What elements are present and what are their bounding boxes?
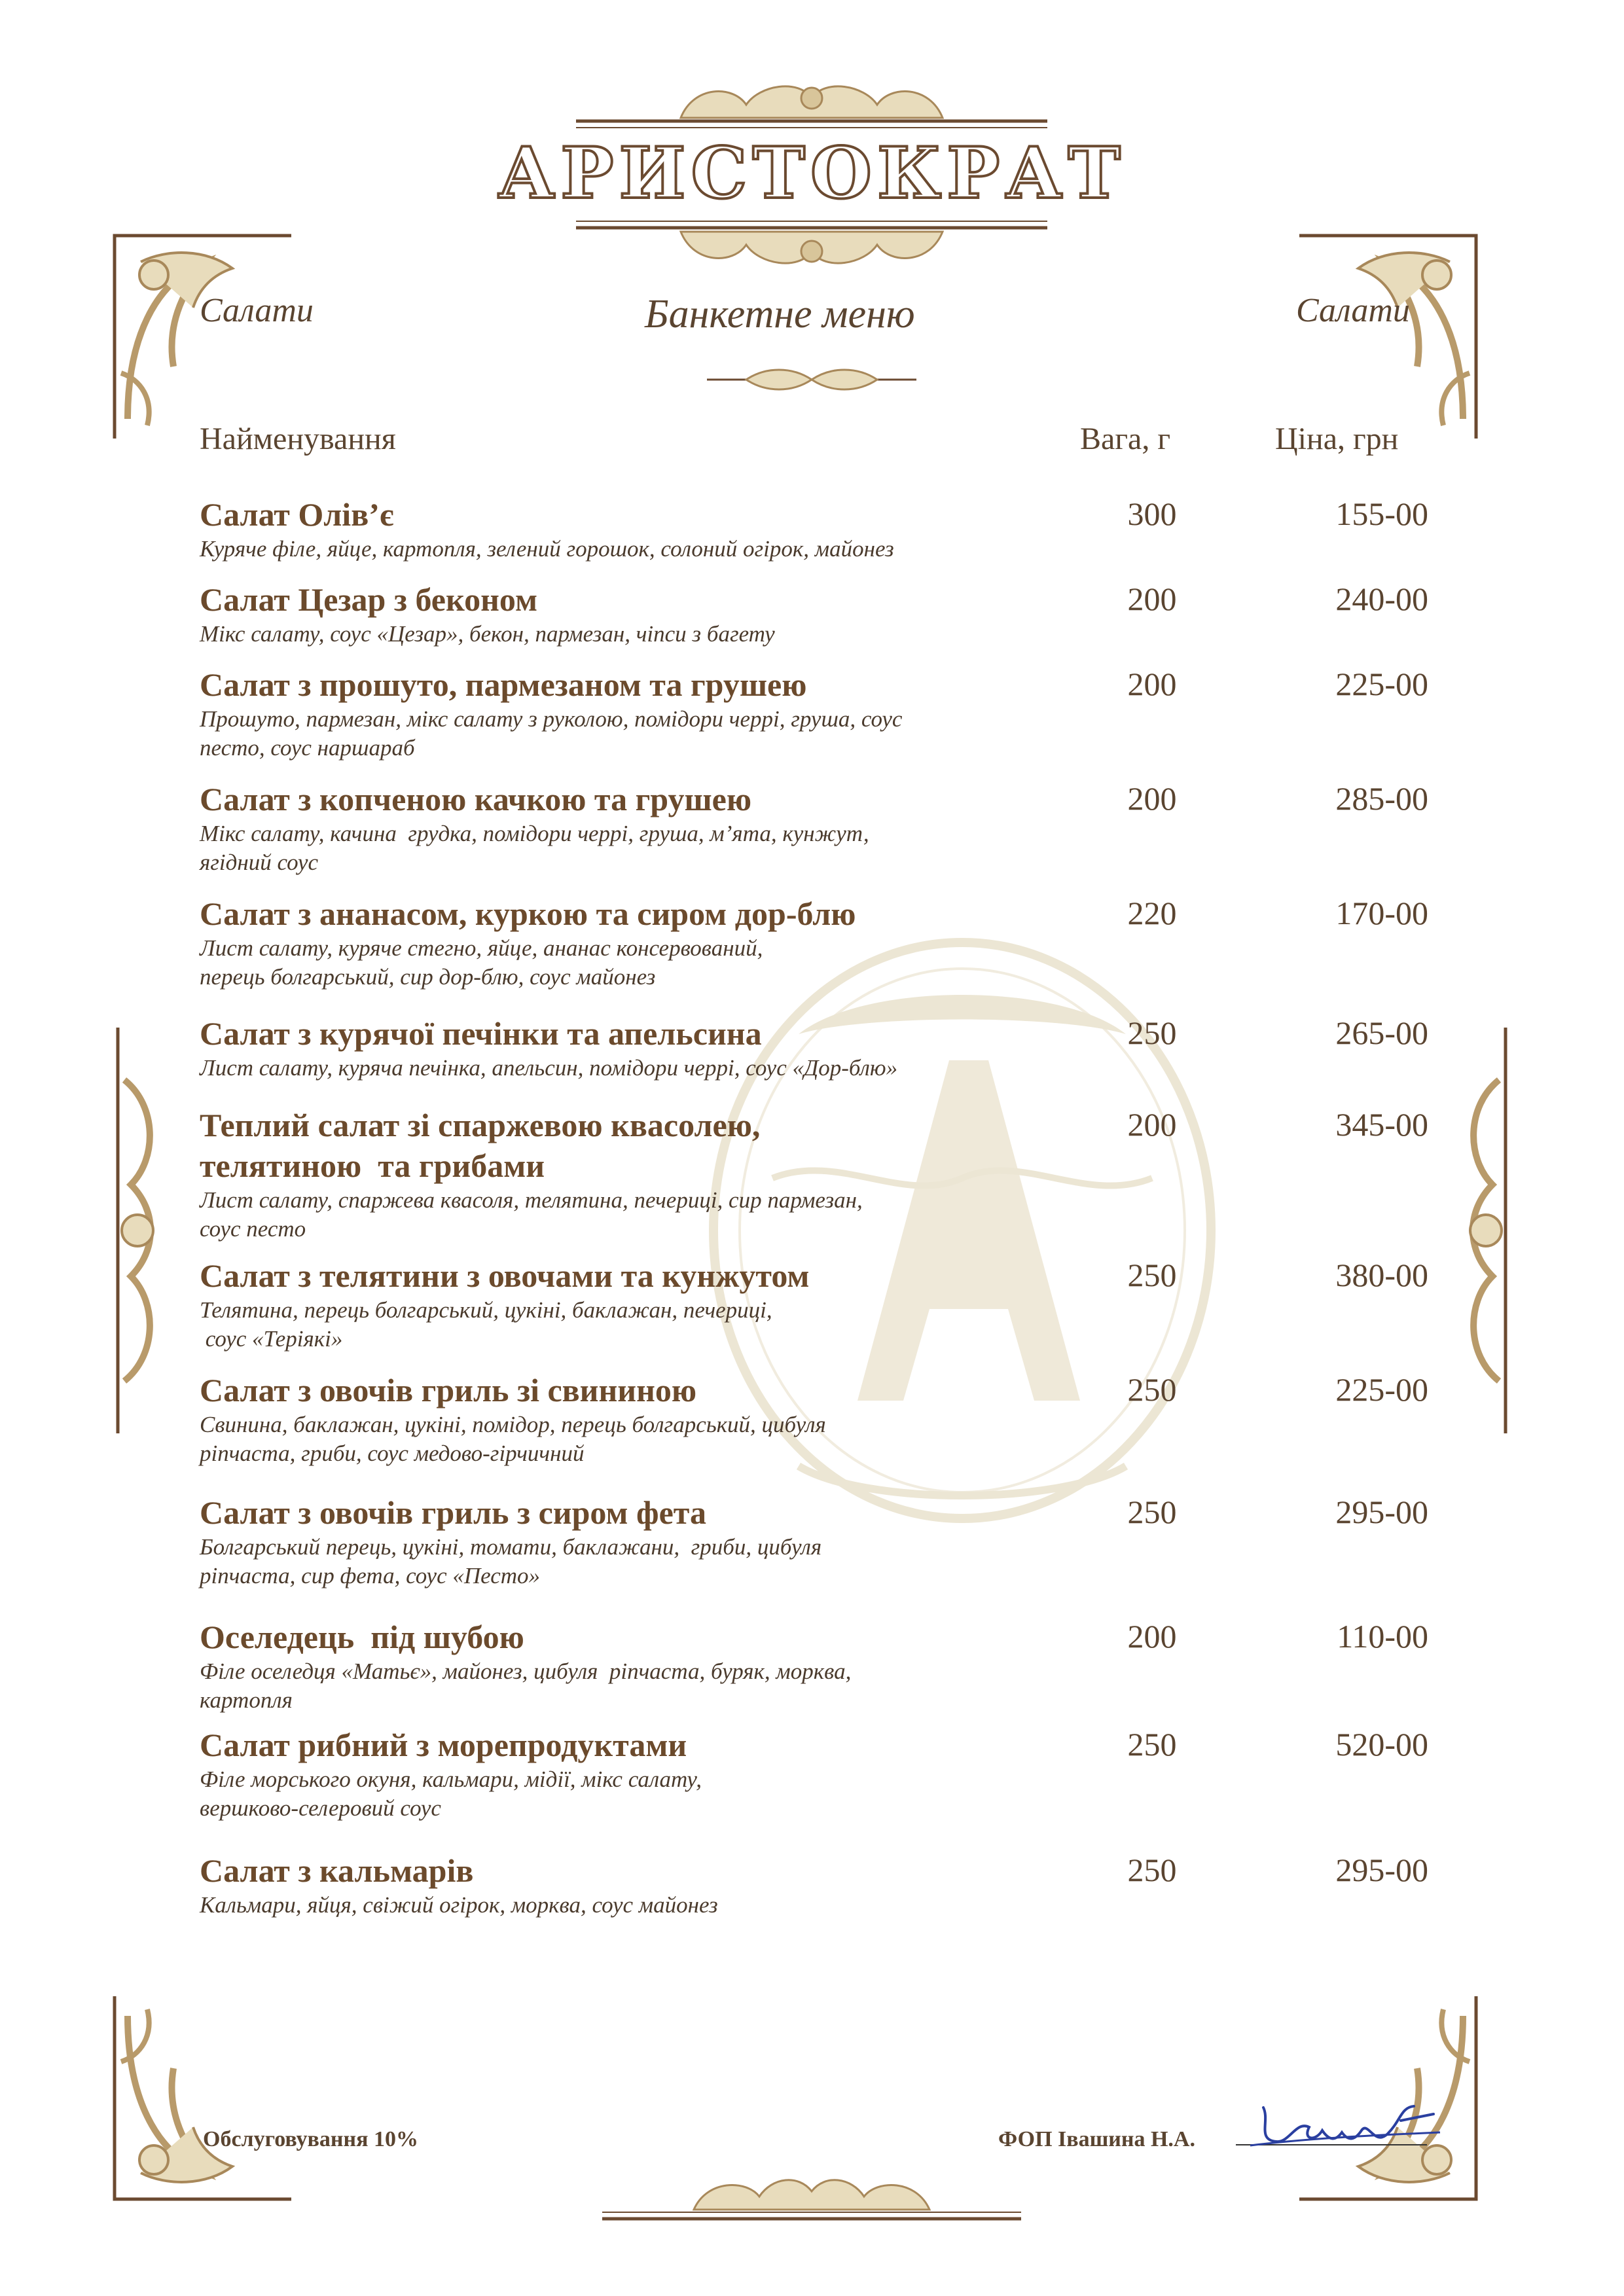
item-price: 285-00: [1335, 780, 1428, 817]
item-price: 265-00: [1335, 1014, 1428, 1051]
item-weight: 250: [1127, 1852, 1177, 1888]
corner-ornament-top-left-icon: [101, 223, 298, 445]
page-subtitle: Банкетне меню: [645, 292, 915, 336]
column-header-name: Найменування: [200, 422, 396, 456]
item-description: Свинина, баклажан, цукіні, помідор, перець болгарський, цибуля ріпчаста, гриби, соус медово-гірчичний: [200, 1412, 826, 1466]
item-name: Салат Цезар з беконом: [200, 581, 538, 618]
item-name: Салат з копченою качкою та грушею: [200, 781, 752, 817]
item-price: 380-00: [1335, 1257, 1428, 1293]
item-weight: 200: [1127, 581, 1177, 617]
item-description: Мікс салату, соус «Цезар», бекон, пармезан, чіпси з багету: [200, 621, 775, 647]
item-description: Філе морського окуня, кальмари, мідії, мікс салату, вершково-селеровий соус: [200, 1767, 702, 1821]
item-price: 110-00: [1337, 1618, 1428, 1655]
item-weight: 250: [1127, 1371, 1177, 1408]
item-name: Салат Олів’є: [200, 496, 394, 533]
item-weight: 220: [1127, 895, 1177, 931]
item-description: Кальмари, яйця, свіжий огірок, морква, соус майонез: [200, 1892, 718, 1918]
item-description: Куряче філе, яйце, картопля, зелений горошок, солоний огірок, майонез: [200, 536, 894, 562]
item-name: Салат з кальмарів: [200, 1852, 474, 1889]
item-price: 170-00: [1335, 895, 1428, 931]
item-description: Болгарський перець, цукіні, томати, баклажани, гриби, цибуля ріпчаста, сир фета, соус «Песто»: [200, 1534, 822, 1588]
item-description: Лист салату, куряче стегно, яйце, ананас консервований, перець болгарський, сир дор-блю, соус майонез: [200, 935, 763, 990]
item-price: 225-00: [1335, 666, 1428, 702]
item-price: 345-00: [1335, 1106, 1428, 1143]
item-name: Теплий салат зі спаржевою квасолею, телятиною та грибами: [200, 1107, 761, 1184]
item-price: 225-00: [1335, 1371, 1428, 1408]
item-name: Салат з прошуто, пармезаном та грушею: [200, 666, 807, 703]
item-description: Прошуто, пармезан, мікс салату з руколою, помідори черрі, груша, соус песто, соус наршараб: [200, 706, 903, 761]
corner-ornament-top-right-icon: [1293, 223, 1489, 445]
item-price: 240-00: [1335, 581, 1428, 617]
item-description: Лист салату, куряча печінка, апельсин, помідори черрі, соус «Дор-блю»: [200, 1055, 898, 1081]
signature-icon: [1237, 2094, 1447, 2153]
item-price: 155-00: [1335, 495, 1428, 532]
item-name: Салат з овочів гриль з сиром фета: [200, 1494, 706, 1531]
column-header-price: Ціна, грн: [1275, 422, 1399, 456]
item-name: Салат з телятини з овочами та кунжутом: [200, 1257, 810, 1294]
subtitle-divider-icon: [707, 367, 916, 393]
bottom-ornament-icon: [589, 2173, 1034, 2238]
item-name: Салат з ананасом, куркою та сиром дор-блю: [200, 895, 856, 932]
item-description: Мікс салату, качина грудка, помідори черрі, груша, м’ята, кунжут, ягідний соус: [200, 821, 869, 875]
item-name: Салат з овочів гриль зі свининою: [200, 1372, 697, 1408]
brand-logo: АРИСТОКРАТ: [497, 132, 1126, 215]
owner-name: ФОП Івашина Н.А.: [998, 2127, 1195, 2151]
item-price: 520-00: [1335, 1726, 1428, 1763]
item-weight: 200: [1127, 1618, 1177, 1655]
item-weight: 300: [1127, 495, 1177, 532]
column-header-weight: Вага, г: [1080, 422, 1170, 456]
item-weight: 200: [1127, 780, 1177, 817]
item-name: Салат рибний з морепродуктами: [200, 1727, 687, 1763]
item-name: Салат з курячої печінки та апельсина: [200, 1015, 762, 1052]
corner-ornament-bottom-left-icon: [101, 1990, 298, 2212]
section-title-right: Салати: [1296, 292, 1410, 329]
item-weight: 250: [1127, 1494, 1177, 1530]
item-name: Оселедець під шубою: [200, 1619, 524, 1655]
item-description: Телятина, перець болгарський, цукіні, баклажан, печериці, соус «Теріякі»: [200, 1297, 772, 1352]
item-weight: 200: [1127, 666, 1177, 702]
item-weight: 250: [1127, 1014, 1177, 1051]
item-weight: 200: [1127, 1106, 1177, 1143]
service-charge-note: Обслуговування 10%: [203, 2127, 418, 2151]
section-title-left: Салати: [200, 292, 314, 329]
item-price: 295-00: [1335, 1852, 1428, 1888]
item-weight: 250: [1127, 1726, 1177, 1763]
side-ornament-left-icon: [105, 1028, 164, 1433]
item-description: Лист салату, спаржева квасоля, телятина, печериці, сир пармезан, соус песто: [200, 1187, 863, 1242]
item-weight: 250: [1127, 1257, 1177, 1293]
item-price: 295-00: [1335, 1494, 1428, 1530]
item-description: Філе оселедця «Матьє», майонез, цибуля ріпчаста, буряк, морква, картопля: [200, 1659, 852, 1713]
